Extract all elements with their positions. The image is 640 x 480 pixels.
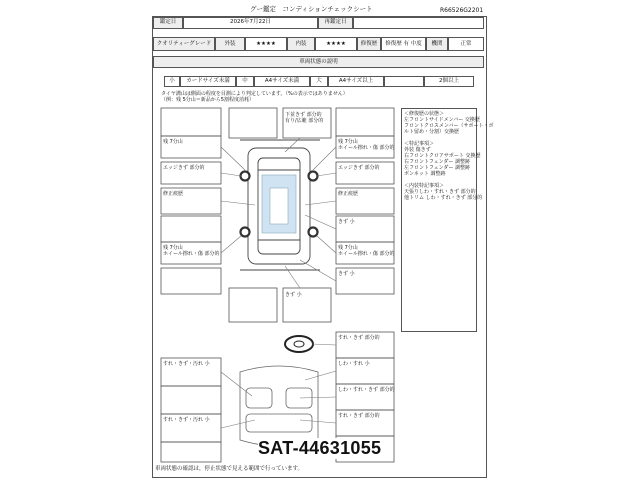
- repair-line-2: フロントクロスメンバー（サポート・ボ: [404, 123, 494, 129]
- label-interior-left-1: すれ・きず・汚れ 小: [163, 361, 210, 367]
- document-id: R66526G2201: [440, 7, 484, 14]
- label-bottom-center: きず 小: [285, 292, 302, 298]
- special-title: ＜特記事項＞: [404, 141, 435, 147]
- repair-history-label: 修復歴: [357, 37, 381, 51]
- exterior-stars: ★★★★: [245, 37, 287, 51]
- repair-title: ＜修復歴の状態＞: [404, 111, 445, 117]
- appraisal-date-label: 鑑定日: [153, 17, 183, 29]
- label-right-5b: ホイール擦れ・傷 部分的: [338, 251, 395, 257]
- legend-large-desc: A4サイズ以上: [328, 76, 384, 87]
- label-left-1: 残 7分山: [163, 139, 183, 145]
- special-line-3: 右フロントフェンダー 調整跡: [404, 159, 470, 165]
- interior-label: 内装: [287, 37, 315, 51]
- label-interior-right-4: すれ・きず 部分的: [338, 413, 380, 419]
- label-right-6: きず 小: [338, 271, 355, 277]
- interior-line-1: 天張りしわ・すれ・きず 部分的: [404, 189, 476, 195]
- label-right-5: 残 7分山: [338, 245, 358, 251]
- label-right-1: 残 7分山: [338, 139, 358, 145]
- appraisal-date-value: 2026年7月22日: [183, 17, 318, 29]
- label-right-1b: ホイール擦れ・傷 部分的: [338, 145, 395, 151]
- exterior-label: 外装: [215, 37, 245, 51]
- label-interior-right-3: しわ・すれ・きず 部分的: [338, 387, 395, 393]
- repair-history-value: 修復歴 有 中度: [381, 37, 426, 51]
- function-label: 機関: [426, 37, 448, 51]
- special-line-2: 右フロントクロアサポート 交換歴: [404, 153, 481, 159]
- reappraisal-label: 再鑑定日: [318, 17, 353, 29]
- label-left-4: 残 7分山: [163, 245, 183, 251]
- tire-note: タイヤ溝山は側面の程度を目測により判定しています。（%の表示ではありません）: [161, 91, 348, 97]
- tire-note-example: （例：残 5分山＝新品から5割程度消耗）: [161, 97, 254, 103]
- footer-note: 車両状態の確認は，停止状態で見える範囲で行っています。: [155, 466, 304, 472]
- label-interior-right-1: すれ・きず 部分的: [338, 335, 380, 341]
- condition-section-title: 車両状態の説明: [153, 56, 484, 68]
- sheet-title: グー鑑定 コンディションチェックシート: [250, 5, 373, 13]
- special-line-1: 外装 傷きず: [404, 147, 431, 153]
- special-line-4: 左フロントフェンダー 調整跡: [404, 165, 470, 171]
- interior-line-2: 他トリム しわ・すれ・きず 部分的: [404, 195, 483, 201]
- legend-medium: 中: [236, 76, 254, 87]
- legend-medium-desc: A4サイズ未満: [254, 76, 310, 87]
- label-right-2: エッジきず 部分的: [338, 165, 380, 171]
- stock-number: SAT-44631055: [258, 438, 382, 458]
- quality-grade-label: クオリティーグレード: [153, 37, 215, 51]
- legend-large: 大: [310, 76, 328, 87]
- special-line-5: ボンネット 調整跡: [404, 171, 446, 177]
- interior-title: ＜内装特記事項＞: [404, 183, 445, 189]
- label-left-2: エッジきず 部分的: [163, 165, 205, 171]
- repair-line-3: ルト留め・分割）交換歴: [404, 129, 460, 135]
- label-interior-left-2: すれ・きず・汚れ 小: [163, 417, 210, 423]
- label-interior-right-2: しわ・すれ 小: [338, 361, 370, 367]
- label-right-4: きず 小: [338, 219, 355, 225]
- label-top-center: 下並きず 部分的: [285, 112, 322, 118]
- repair-line-1: 左フロントサイドメンバー 交換歴: [404, 117, 480, 123]
- legend-multiple-desc: 2個以上: [424, 76, 474, 87]
- label-right-3: 修正痕歴: [338, 191, 359, 197]
- function-value: 正常: [448, 37, 484, 51]
- legend-small: 小: [164, 76, 180, 87]
- interior-stars: ★★★★: [315, 37, 357, 51]
- label-left-3: 修正痕歴: [163, 191, 184, 197]
- label-top-center-2: 有り/広範 部分的: [285, 118, 324, 124]
- legend-small-desc: カードサイズ未満: [180, 76, 236, 87]
- label-left-4b: ホイール擦れ・傷 部分的: [163, 251, 220, 257]
